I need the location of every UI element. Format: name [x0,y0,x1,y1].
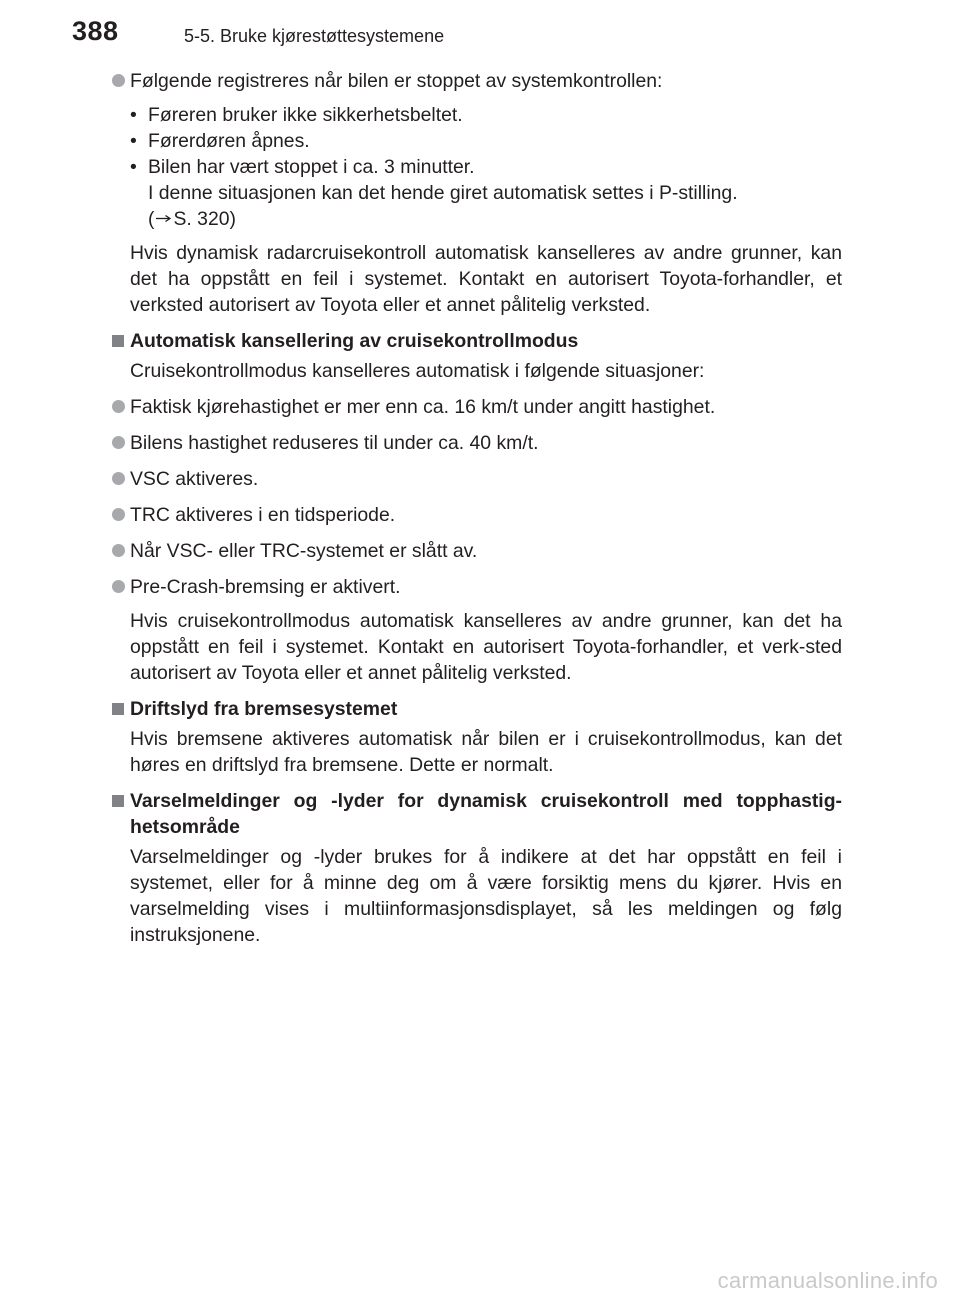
circle-bullet-icon [112,436,125,449]
section-title: 5-5. Bruke kjørestøttesystemene [184,26,445,46]
bullet-text: VSC aktiveres. [130,468,259,490]
reference-arrow-icon [155,214,172,223]
section-heading: Driftslyd fra bremsesystemet [130,698,398,720]
list-item [112,574,842,600]
list-item [130,102,842,128]
bullet-dot: • [130,130,137,152]
cancel-other-paragraph: Hvis dynamisk radarcruisekontroll automatisk kanselleres av andre grunner, kan det ha oppstått en feil i systemet. Kontakt en autorisert Toyota-forhandler, et verksted autorisert av Toyota eller et annet pålitelig verksted. [130,242,842,316]
bullet-dot: • [130,156,137,178]
list-item [112,466,842,492]
section-intro: Cruisekontrollmodus kanselleres automatisk i følgende situasjoner: [130,360,705,382]
circle-bullet-icon [112,472,125,485]
list-item [112,394,842,420]
section-body: Varselmeldinger og -lyder brukes for å indikere at det har oppstått en feil i systemet, eller for å minne deg om å være forsiktig mens du kjører. Hvis en varselmelding vises i multiinformasjonsdisplayet, så les meldingen og følg instruksjonene. [130,846,842,946]
section-brake-sound [112,696,842,722]
square-bullet-icon [112,335,124,347]
bullet-text: Pre-Crash-bremsing er aktivert. [130,576,401,598]
circle-bullet-icon [112,544,125,557]
circle-bullet-icon [112,74,125,87]
sub-item-text: Føreren bruker ikke sikkerhetsbeltet. [148,104,463,126]
condition-sublist [112,102,842,232]
ref-page-text: S. 320) [173,208,236,230]
section-body: Hvis bremsene aktiveres automatisk når bilen er i cruisekontrollmodus, kan det høres en driftslyd fra bremsene. Dette er normalt. [130,728,842,776]
page-header [0,14,960,58]
list-item [112,502,842,528]
sub-item-text: Førerdøren åpnes. [148,130,310,152]
intro-bullet-text: Følgende registreres når bilen er stoppet av systemkontrollen: [130,70,663,92]
list-item [130,128,842,154]
list-item [112,538,842,564]
sub-item-text: Bilen har vært stoppet i ca. 3 minutter. [148,156,475,178]
ref-open-paren: ( [148,208,155,230]
intro-bullet-item [112,68,842,94]
bullet-text: Når VSC- eller TRC-systemet er slått av. [130,540,478,562]
bullet-dot: • [130,104,137,126]
square-bullet-icon [112,795,124,807]
circle-bullet-icon [112,400,125,413]
circle-bullet-icon [112,580,125,593]
page-number: 388 [72,16,119,46]
square-bullet-icon [112,703,124,715]
bullet-text: Faktisk kjørehastighet er mer enn ca. 16 km/t under angitt hastighet. [130,396,716,418]
list-item [112,430,842,456]
circle-bullet-icon [112,508,125,521]
sub-note [148,180,842,206]
watermark: carmanualsonline.info [717,1268,938,1293]
sub-note-text: I denne situasjonen kan det hende giret automatisk settes i P-stilling. [148,182,738,204]
page-content [112,68,842,948]
section-automatic-cancel [112,328,842,354]
section-warning-messages [112,788,842,840]
list-item [130,154,842,232]
bullet-text: Bilens hastighet reduseres til under ca. 40 km/t. [130,432,539,454]
bullet-text: TRC aktiveres i en tidsperiode. [130,504,396,526]
section-heading: Varselmeldinger og -lyder for dynamisk cruisekontroll med topphastig-hetsområde [130,790,842,838]
section-heading: Automatisk kansellering av cruisekontrollmodus [130,330,579,352]
section-closing: Hvis cruisekontrollmodus automatisk kanselleres av andre grunner, kan det ha oppstått en feil i systemet. Kontakt en autorisert Toyota-forhandler, et verk-sted autorisert av Toyota eller et annet pålitelig verksted. [130,610,842,684]
page-reference[interactable] [148,206,842,232]
